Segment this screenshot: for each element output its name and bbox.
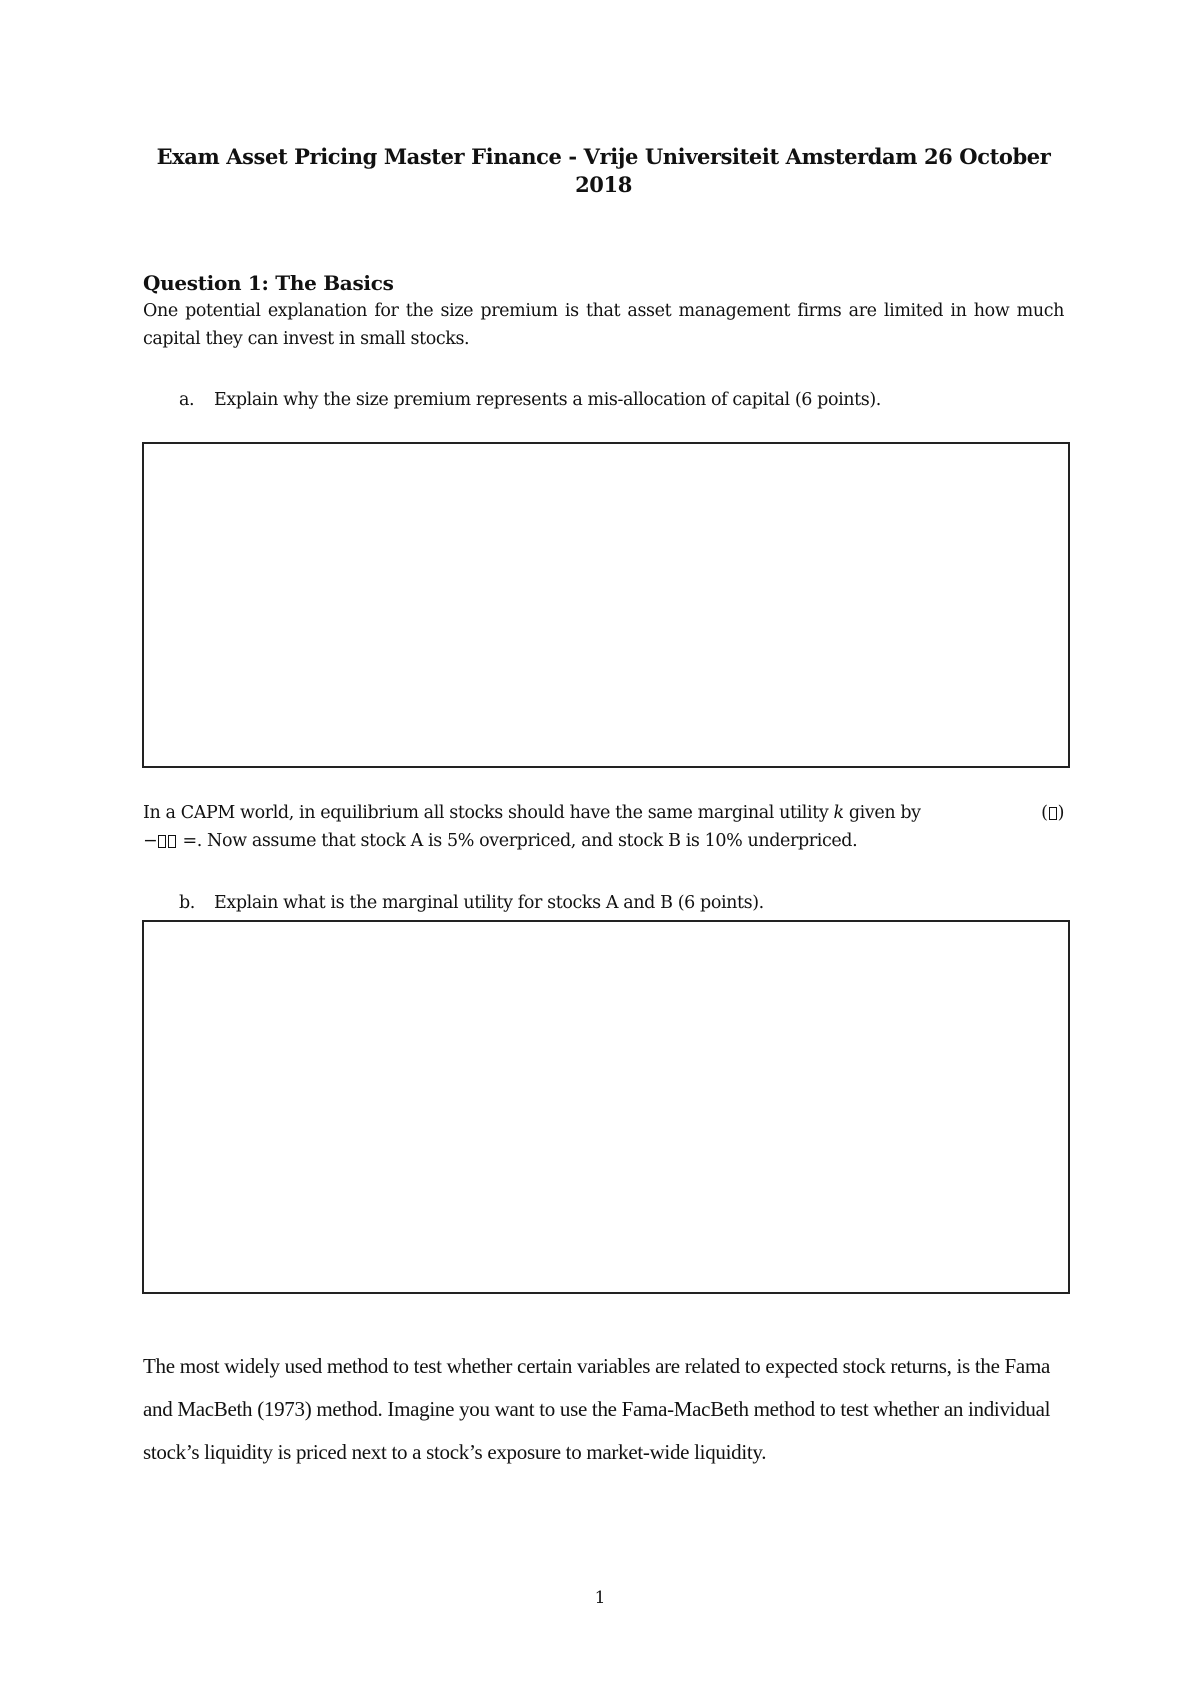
capm-line-1-prefix: In a CAPM world, in equilibrium all stocks should have the same marginal utility xyxy=(143,803,829,823)
missing-glyph-icon xyxy=(1049,807,1057,820)
capm-line-1-suffix: given by xyxy=(848,803,921,823)
capm-line-2 xyxy=(143,827,1064,855)
capm-k-symbol: k xyxy=(833,803,844,823)
question-1-intro: One potential explanation for the size premium is that asset management firms are limited in how much capital they can invest in small stocks. xyxy=(143,301,1064,349)
page-number: 1 xyxy=(594,1588,606,1608)
answer-box-a[interactable] xyxy=(142,442,1070,768)
item-a-text: Explain why the size premium represents a mis-allocation of capital (6 points). xyxy=(214,390,881,410)
answer-box-b[interactable] xyxy=(142,920,1070,1294)
exam-title: Exam Asset Pricing Master Finance - Vrije Universiteit Amsterdam 26 October 2018 xyxy=(156,144,1051,197)
capm-line-2-formula: − xyxy=(143,831,158,851)
closing-paragraph: The most widely used method to test whether certain variables are related to expected stock returns, is the Fama and MacBeth (1973) method. Imagine you want to use the Fama-MacBeth method to test whether an individual stock’s liquidity is priced next to a stock’s exposure to market-wide liquidity. xyxy=(143,1354,1051,1464)
capm-paragraph xyxy=(143,799,1064,855)
item-a xyxy=(143,386,881,414)
item-b-text: Explain what is the marginal utility for stocks A and B (6 points). xyxy=(214,893,764,913)
item-b xyxy=(143,889,764,917)
missing-glyph-icon xyxy=(158,835,166,848)
item-b-marker: b. xyxy=(179,893,195,913)
missing-glyph-icon xyxy=(168,835,176,848)
capm-formula-fragment: ( ) xyxy=(1041,803,1064,823)
capm-line-1 xyxy=(143,799,1064,827)
item-a-marker: a. xyxy=(179,390,195,410)
capm-line-2-text: =. Now assume that stock A is 5% overpriced, and stock B is 10% underpriced. xyxy=(182,831,858,851)
question-1-heading: Question 1: The Basics xyxy=(143,271,394,295)
